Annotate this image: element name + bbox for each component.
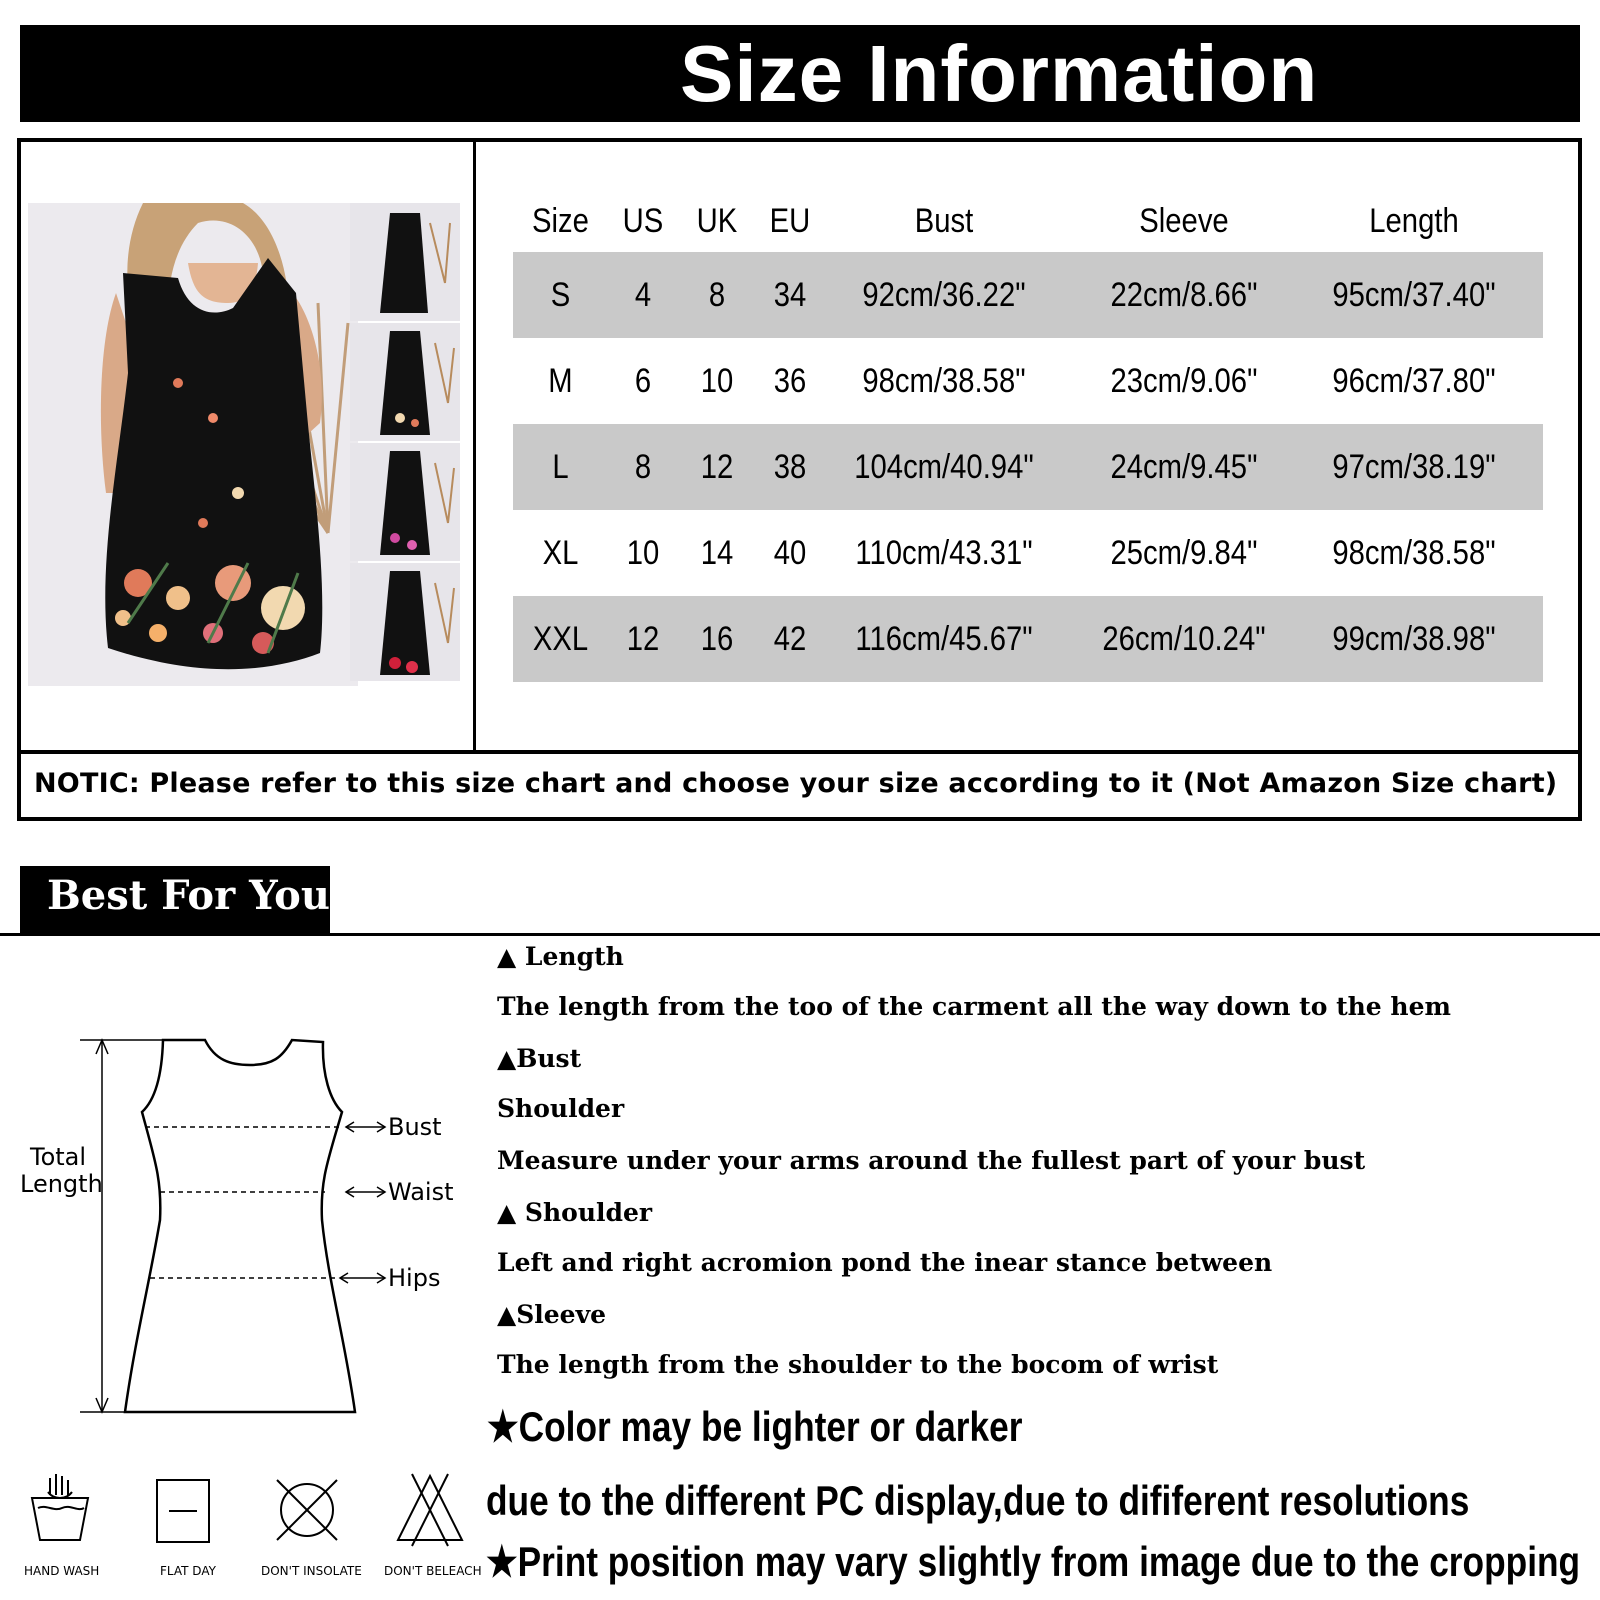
section-divider xyxy=(0,933,1600,936)
table-header: Length xyxy=(1369,201,1459,240)
color-note: due to the different PC display,due to dififerent resolutions xyxy=(486,1477,1470,1524)
table-cell: M xyxy=(548,361,573,400)
care-label: DON'T INSOLATE xyxy=(261,1564,362,1578)
measure-description: Measure under your arms around the fullest part of your bust xyxy=(497,1146,1366,1175)
size-notice: NOTIC: Please refer to this size chart and choose your size according to it (Not Amazon Size chart) xyxy=(34,768,1558,799)
table-header: Size xyxy=(532,201,589,240)
table-row xyxy=(513,252,1543,338)
table-cell: 10 xyxy=(700,361,734,400)
table-header-row xyxy=(513,190,1543,252)
bust-label: Bust xyxy=(388,1113,442,1141)
table-header: US xyxy=(622,201,664,240)
hips-label: Hips xyxy=(388,1264,441,1292)
table-cell: 110cm/43.31" xyxy=(855,533,1033,572)
table-header: UK xyxy=(696,201,738,240)
title-bar xyxy=(20,25,1580,122)
measure-heading: ▲Sleeve xyxy=(497,1300,607,1329)
table-cell: 25cm/9.84" xyxy=(1110,533,1258,572)
measure-heading: ▲ Shoulder xyxy=(497,1198,653,1227)
care-label: HAND WASH xyxy=(24,1564,100,1578)
table-cell: 14 xyxy=(700,533,734,572)
table-cell: 98cm/38.58" xyxy=(862,361,1026,400)
thumbnail-photo[interactable] xyxy=(350,203,460,321)
table-cell: 98cm/38.58" xyxy=(1332,533,1496,572)
total-length-label: Total xyxy=(30,1143,87,1171)
measure-heading: ▲Bust xyxy=(497,1044,582,1073)
table-row xyxy=(513,338,1543,424)
table-cell: 24cm/9.45" xyxy=(1110,447,1258,486)
box-divider xyxy=(17,750,1582,754)
table-cell: 23cm/9.06" xyxy=(1110,361,1258,400)
table-cell: 40 xyxy=(773,533,807,572)
table-row xyxy=(513,596,1543,682)
waist-label: Waist xyxy=(388,1178,454,1206)
table-cell: 96cm/37.80" xyxy=(1332,361,1496,400)
table-cell: 6 xyxy=(634,361,652,400)
table-cell: 12 xyxy=(700,447,734,486)
table-cell: 92cm/36.22" xyxy=(862,275,1026,314)
table-cell: 42 xyxy=(773,619,807,658)
table-cell: S xyxy=(550,275,571,314)
table-cell: 104cm/40.94" xyxy=(854,447,1034,486)
table-header: Bust xyxy=(914,201,974,240)
table-cell: XXL xyxy=(532,619,589,658)
table-cell: 97cm/38.19" xyxy=(1332,447,1496,486)
table-cell: 34 xyxy=(773,275,807,314)
dress-measure-diagram xyxy=(10,1020,480,1435)
section-heading: Best For You xyxy=(47,872,330,919)
table-cell: 8 xyxy=(634,447,652,486)
thumbnail-photo[interactable] xyxy=(350,323,460,441)
measure-heading: Shoulder xyxy=(497,1094,625,1123)
table-row xyxy=(513,510,1543,596)
size-table xyxy=(513,190,1543,682)
table-header: EU xyxy=(769,201,811,240)
table-cell: 95cm/37.40" xyxy=(1332,275,1496,314)
table-cell: 26cm/10.24" xyxy=(1102,619,1266,658)
measure-heading: ▲ Length xyxy=(497,942,624,971)
table-cell: 8 xyxy=(708,275,726,314)
print-note: ★Print position may vary slightly from image due to the cropping xyxy=(486,1538,1581,1585)
table-cell: 99cm/38.98" xyxy=(1332,619,1496,658)
care-label: DON'T BELEACH xyxy=(384,1564,482,1578)
measure-description: The length from the too of the carment all the way down to the hem xyxy=(497,992,1451,1021)
table-row xyxy=(513,424,1543,510)
table-cell: 116cm/45.67" xyxy=(855,619,1033,658)
thumbnail-photo[interactable] xyxy=(350,563,460,681)
table-cell: 38 xyxy=(773,447,807,486)
page-title: Size Information xyxy=(680,28,1319,118)
product-photo xyxy=(28,203,358,686)
color-note: ★Color may be lighter or darker xyxy=(487,1403,1023,1450)
table-cell: 22cm/8.66" xyxy=(1110,275,1258,314)
table-cell: L xyxy=(552,447,569,486)
table-header: Sleeve xyxy=(1139,201,1229,240)
total-length-label: Length xyxy=(20,1170,103,1198)
table-cell: 4 xyxy=(634,275,652,314)
table-cell: 36 xyxy=(773,361,807,400)
thumbnail-photo[interactable] xyxy=(350,443,460,561)
table-cell: 16 xyxy=(700,619,734,658)
measure-description: Left and right acromion pond the inear stance between xyxy=(497,1248,1273,1277)
care-label: FLAT DAY xyxy=(160,1564,216,1578)
measure-description: The length from the shoulder to the bocom of wrist xyxy=(497,1350,1219,1379)
table-cell: 10 xyxy=(626,533,660,572)
table-cell: XL xyxy=(542,533,579,572)
box-divider xyxy=(473,138,476,752)
table-cell: 12 xyxy=(626,619,660,658)
